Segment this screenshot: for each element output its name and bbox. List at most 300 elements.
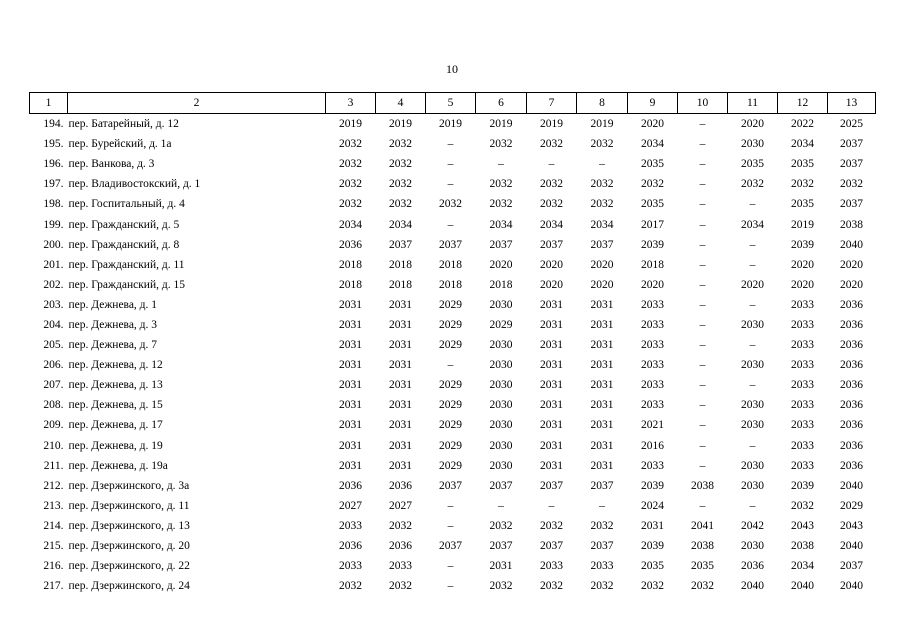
year-cell: 2019 [540,118,563,131]
year-cell: 2039 [791,238,814,251]
year-cell: – [749,198,756,211]
year-cell: – [699,439,706,452]
year-cell: 2032 [590,519,614,532]
year-cell: 2029 [439,399,462,412]
row-number-cell: 206. [43,359,64,372]
address-cell: пер. Дзержинского, д. 11 [68,499,190,512]
year-cell: 2040 [840,238,863,251]
year-cell: 2033 [791,298,814,311]
year-cell: 2019 [439,118,462,131]
table-row [30,516,876,536]
row-number-cell: 194. [43,118,64,131]
year-cell: – [447,560,454,573]
table-row [30,375,876,395]
address-cell: пер. Дежнева, д. 15 [68,399,163,412]
year-cell: 2031 [389,379,412,392]
year-cell: 2036 [840,359,863,372]
table-row [30,134,876,154]
year-cell: 2036 [840,399,863,412]
year-cell: 2020 [540,278,563,291]
year-cell: 2030 [741,540,764,553]
year-cell: – [699,138,706,151]
year-cell: 2036 [339,238,362,251]
year-cell: 2035 [641,198,664,211]
row-number-cell: 201. [43,258,64,271]
year-cell: 2032 [489,580,513,593]
year-cell: 2040 [741,580,764,593]
year-cell: 2031 [339,318,362,331]
year-cell: 2037 [540,479,563,492]
year-cell: – [498,499,504,512]
row-number-cell: 198. [43,198,64,211]
year-cell: – [699,158,706,171]
address-cell: пер. Дежнева, д. 17 [68,419,163,432]
year-cell: 2038 [691,479,714,492]
table-body [30,114,876,597]
year-cell: 2038 [791,540,814,553]
year-cell: – [749,238,756,251]
year-cell: 2020 [540,258,563,271]
page-number: 10 [446,62,458,76]
address-cell: пер. Гражданский, д. 15 [68,278,185,291]
address-cell: пер. Владивостокский, д. 1 [68,178,201,191]
year-cell: 2020 [590,258,614,271]
year-cell: – [447,138,454,151]
year-cell: 2037 [840,560,863,573]
table-row [30,194,876,214]
year-cell: – [599,158,605,171]
year-cell: 2033 [641,379,664,392]
address-cell: пер. Бурейский, д. 1а [68,138,172,151]
year-cell: 2020 [840,278,863,291]
year-cell: 2029 [439,379,462,392]
year-cell: 2034 [741,218,764,231]
year-cell: 2029 [439,459,462,472]
year-cell: 2032 [489,198,513,211]
year-cell: 2032 [339,198,362,211]
table-row [30,456,876,476]
address-cell: пер. Дежнева, д. 3 [68,318,158,331]
row-number-cell: 211. [43,459,64,472]
year-cell: 2025 [840,118,863,131]
year-cell: 2034 [791,138,814,151]
year-cell: – [447,158,454,171]
table-row [30,335,876,355]
year-cell: 2032 [641,178,664,191]
year-cell: – [548,158,555,171]
year-cell: – [749,298,756,311]
year-cell: – [699,379,706,392]
year-cell: 2034 [641,138,664,151]
year-cell: 2037 [540,238,563,251]
year-cell: – [699,178,706,191]
year-cell: – [699,339,706,352]
address-cell: пер. Дежнева, д. 19а [68,459,168,472]
year-cell: 2020 [741,278,764,291]
row-number-cell: 196. [43,158,64,171]
year-cell: 2018 [389,278,412,291]
year-cell: 2031 [389,419,412,432]
year-cell: 2032 [590,138,614,151]
table-row [30,114,876,135]
year-cell: – [447,218,454,231]
table-row [30,295,876,315]
year-cell: 2032 [691,580,714,593]
table-header-row [30,93,876,114]
address-cell: пер. Гражданский, д. 11 [68,258,185,271]
year-cell: 2032 [741,178,764,191]
year-cell: 2037 [389,238,412,251]
year-cell: 2031 [489,560,513,573]
year-cell: 2039 [641,540,664,553]
year-cell: 2036 [741,560,764,573]
year-cell: 2030 [741,399,764,412]
year-cell: 2036 [389,540,412,553]
row-number-cell: 209. [43,419,64,432]
year-cell: 2020 [840,258,863,271]
year-cell: 2036 [840,379,863,392]
row-number-cell: 217. [43,580,64,593]
year-cell: 2020 [489,258,513,271]
year-cell: 2031 [590,379,614,392]
year-cell: 2031 [389,439,412,452]
year-cell: 2031 [590,298,614,311]
year-cell: 2035 [691,560,714,573]
year-cell: 2031 [339,419,362,432]
year-cell: 2018 [339,278,362,291]
table-row [30,275,876,295]
address-cell: пер. Дежнева, д. 19 [68,439,163,452]
row-number-cell: 202. [43,278,64,291]
year-cell: 2030 [489,399,513,412]
year-cell: 2033 [641,399,664,412]
year-cell: 2037 [540,540,563,553]
year-cell: 2033 [641,359,664,372]
year-cell: 2017 [641,218,664,231]
year-cell: 2032 [389,178,412,191]
year-cell: 2031 [540,339,563,352]
year-cell: 2034 [590,218,614,231]
year-cell: 2036 [840,318,863,331]
year-cell: 2037 [840,198,863,211]
year-cell: – [699,238,706,251]
year-cell: 2032 [339,158,362,171]
year-cell: 2032 [840,178,863,191]
year-cell: – [699,318,706,331]
column-header: 12 [778,93,828,114]
year-cell: 2039 [641,238,664,251]
year-cell: 2021 [641,419,664,432]
year-cell: 2037 [840,158,863,171]
year-cell: 2030 [489,339,513,352]
year-cell: 2031 [339,379,362,392]
year-cell: 2031 [590,359,614,372]
year-cell: 2033 [641,298,664,311]
year-cell: – [699,198,706,211]
row-number-cell: 213. [43,499,64,512]
year-cell: 2029 [840,499,863,512]
year-cell: 2030 [741,138,764,151]
year-cell: 2031 [590,419,614,432]
year-cell: – [699,459,706,472]
year-cell: 2031 [540,359,563,372]
year-cell: – [699,419,706,432]
table-row [30,315,876,335]
year-cell: 2029 [439,419,462,432]
year-cell: 2032 [489,138,513,151]
year-cell: 2036 [339,540,362,553]
year-cell: 2032 [339,178,362,191]
year-cell: – [699,399,706,412]
year-cell: 2032 [590,178,614,191]
year-cell: 2037 [590,540,614,553]
year-cell: 2033 [540,560,563,573]
year-cell: 2032 [540,178,563,191]
table-row [30,174,876,194]
year-cell: 2029 [439,339,462,352]
year-cell: 2032 [540,519,563,532]
row-number-cell: 197. [43,178,64,191]
year-cell: 2035 [641,560,664,573]
year-cell: 2031 [339,459,362,472]
column-header: 6 [476,93,527,114]
year-cell: 2032 [389,138,412,151]
year-cell: 2032 [590,198,614,211]
year-cell: 2029 [439,439,462,452]
table-row [30,476,876,496]
year-cell: 2032 [389,198,412,211]
year-cell: 2033 [791,318,814,331]
year-cell: – [599,499,605,512]
year-cell: 2032 [590,580,614,593]
year-cell: 2029 [439,318,462,331]
year-cell: 2031 [540,399,563,412]
year-cell: – [548,499,555,512]
year-cell: 2031 [540,459,563,472]
year-cell: 2037 [489,540,513,553]
column-header: 1 [30,93,68,114]
column-header: 10 [678,93,728,114]
row-number-cell: 208. [43,399,64,412]
year-cell: 2033 [791,439,814,452]
year-cell: 2029 [439,298,462,311]
year-cell: 2035 [791,198,814,211]
year-cell: 2031 [339,339,362,352]
year-cell: 2037 [439,540,462,553]
year-cell: 2033 [791,339,814,352]
year-cell: 2027 [389,499,412,512]
row-number-cell: 205. [43,339,64,352]
year-cell: 2030 [489,419,513,432]
year-cell: 2032 [489,519,513,532]
year-cell: 2019 [489,118,513,131]
year-cell: 2020 [741,118,764,131]
year-cell: 2036 [840,339,863,352]
year-cell: 2036 [840,439,863,452]
year-cell: 2032 [791,178,814,191]
year-cell: 2037 [439,238,462,251]
year-cell: – [699,359,706,372]
year-cell: 2031 [339,439,362,452]
year-cell: – [699,118,706,131]
table-row [30,496,876,516]
year-cell: 2033 [791,459,814,472]
year-cell: – [749,339,756,352]
year-cell: 2022 [791,118,814,131]
year-cell: 2038 [840,218,863,231]
column-header: 7 [527,93,577,114]
year-cell: 2038 [691,540,714,553]
year-cell: 2031 [540,318,563,331]
year-cell: 2040 [840,580,863,593]
year-cell: 2031 [590,318,614,331]
year-cell: 2030 [489,379,513,392]
year-cell: 2034 [791,560,814,573]
year-cell: – [699,218,706,231]
year-cell: 2018 [339,258,362,271]
year-cell: 2033 [791,399,814,412]
year-cell: 2033 [389,560,412,573]
address-cell: пер. Ванкова, д. 3 [68,158,155,171]
table-row [30,576,876,596]
year-cell: 2037 [439,479,462,492]
year-cell: 2032 [389,158,412,171]
year-cell: 2036 [339,479,362,492]
year-cell: 2030 [741,479,764,492]
year-cell: 2033 [590,560,614,573]
year-cell: 2034 [389,218,412,231]
year-cell: 2037 [489,238,513,251]
year-cell: 2019 [791,218,814,231]
address-cell: пер. Дежнева, д. 12 [68,359,163,372]
year-cell: – [498,158,504,171]
row-number-cell: 200. [43,238,64,251]
year-cell: 2032 [439,198,462,211]
year-cell: 2033 [791,379,814,392]
row-number-cell: 216. [43,560,64,573]
year-cell: 2033 [339,560,362,573]
year-cell: 2031 [389,459,412,472]
year-cell: 2032 [339,138,362,151]
year-cell: 2027 [339,499,362,512]
year-cell: 2018 [439,258,462,271]
year-cell: 2032 [389,519,412,532]
row-number-cell: 204. [43,318,64,331]
year-cell: – [749,258,756,271]
year-cell: 2020 [791,278,814,291]
table-row [30,235,876,255]
year-cell: 2037 [590,479,614,492]
address-cell: пер. Дежнева, д. 13 [68,379,163,392]
year-cell: 2034 [489,218,513,231]
year-cell: 2036 [840,459,863,472]
year-cell: – [699,298,706,311]
year-cell: 2032 [540,138,563,151]
year-cell: 2033 [641,459,664,472]
year-cell: 2035 [641,158,664,171]
year-cell: 2037 [840,138,863,151]
column-header: 8 [577,93,628,114]
year-cell: 2033 [791,419,814,432]
year-cell: 2030 [741,419,764,432]
year-cell: 2031 [590,459,614,472]
year-cell: 2031 [540,439,563,452]
address-cell: пер. Батарейный, д. 12 [68,118,179,131]
year-cell: 2035 [791,158,814,171]
row-number-cell: 203. [43,298,64,311]
year-cell: 2036 [840,298,863,311]
year-cell: – [447,499,454,512]
table-row [30,214,876,234]
row-number-cell: 215. [43,540,64,553]
row-number-cell: 214. [43,519,64,532]
year-cell: 2031 [590,439,614,452]
year-cell: 2018 [641,258,664,271]
year-cell: 2032 [339,580,362,593]
year-cell: 2033 [641,339,664,352]
year-cell: 2030 [489,459,513,472]
column-header: 2 [68,93,326,114]
year-cell: 2037 [590,238,614,251]
year-cell: 2018 [389,258,412,271]
address-cell: пер. Дзержинского, д. 20 [68,540,190,553]
row-number-cell: 195. [43,138,64,151]
year-cell: 2016 [641,439,664,452]
year-cell: 2040 [791,580,814,593]
year-cell: 2032 [389,580,412,593]
year-cell: 2032 [540,198,563,211]
table-row [30,395,876,415]
year-cell: 2035 [741,158,764,171]
year-cell: 2030 [741,459,764,472]
year-cell: – [699,258,706,271]
table-row [30,154,876,174]
address-cell: пер. Дзержинского, д. 3а [68,479,190,492]
address-cell: пер. Дзержинского, д. 22 [68,560,190,573]
year-cell: – [447,359,454,372]
row-number-cell: 199. [43,218,64,231]
year-cell: 2040 [840,479,863,492]
year-cell: 2030 [741,318,764,331]
address-cell: пер. Гражданский, д. 8 [68,238,180,251]
year-cell: 2031 [339,298,362,311]
year-cell: 2031 [339,399,362,412]
year-cell: 2036 [840,419,863,432]
year-cell: 2030 [489,298,513,311]
table-row [30,415,876,435]
year-cell: 2020 [791,258,814,271]
year-cell: – [447,178,454,191]
column-header: 4 [376,93,426,114]
address-cell: пер. Дежнева, д. 1 [68,298,158,311]
address-cell: пер. Дзержинского, д. 24 [68,580,190,593]
schedule-table [29,92,876,596]
year-cell: 2031 [339,359,362,372]
table-row [30,355,876,375]
year-cell: 2036 [389,479,412,492]
row-number-cell: 210. [43,439,64,452]
year-cell: – [447,580,454,593]
year-cell: 2033 [339,519,362,532]
column-header: 13 [828,93,876,114]
column-header: 3 [326,93,376,114]
year-cell: 2020 [641,278,664,291]
column-header: 5 [426,93,476,114]
year-cell: 2032 [641,580,664,593]
year-cell: 2020 [641,118,664,131]
year-cell: 2024 [641,499,664,512]
year-cell: 2041 [691,519,714,532]
